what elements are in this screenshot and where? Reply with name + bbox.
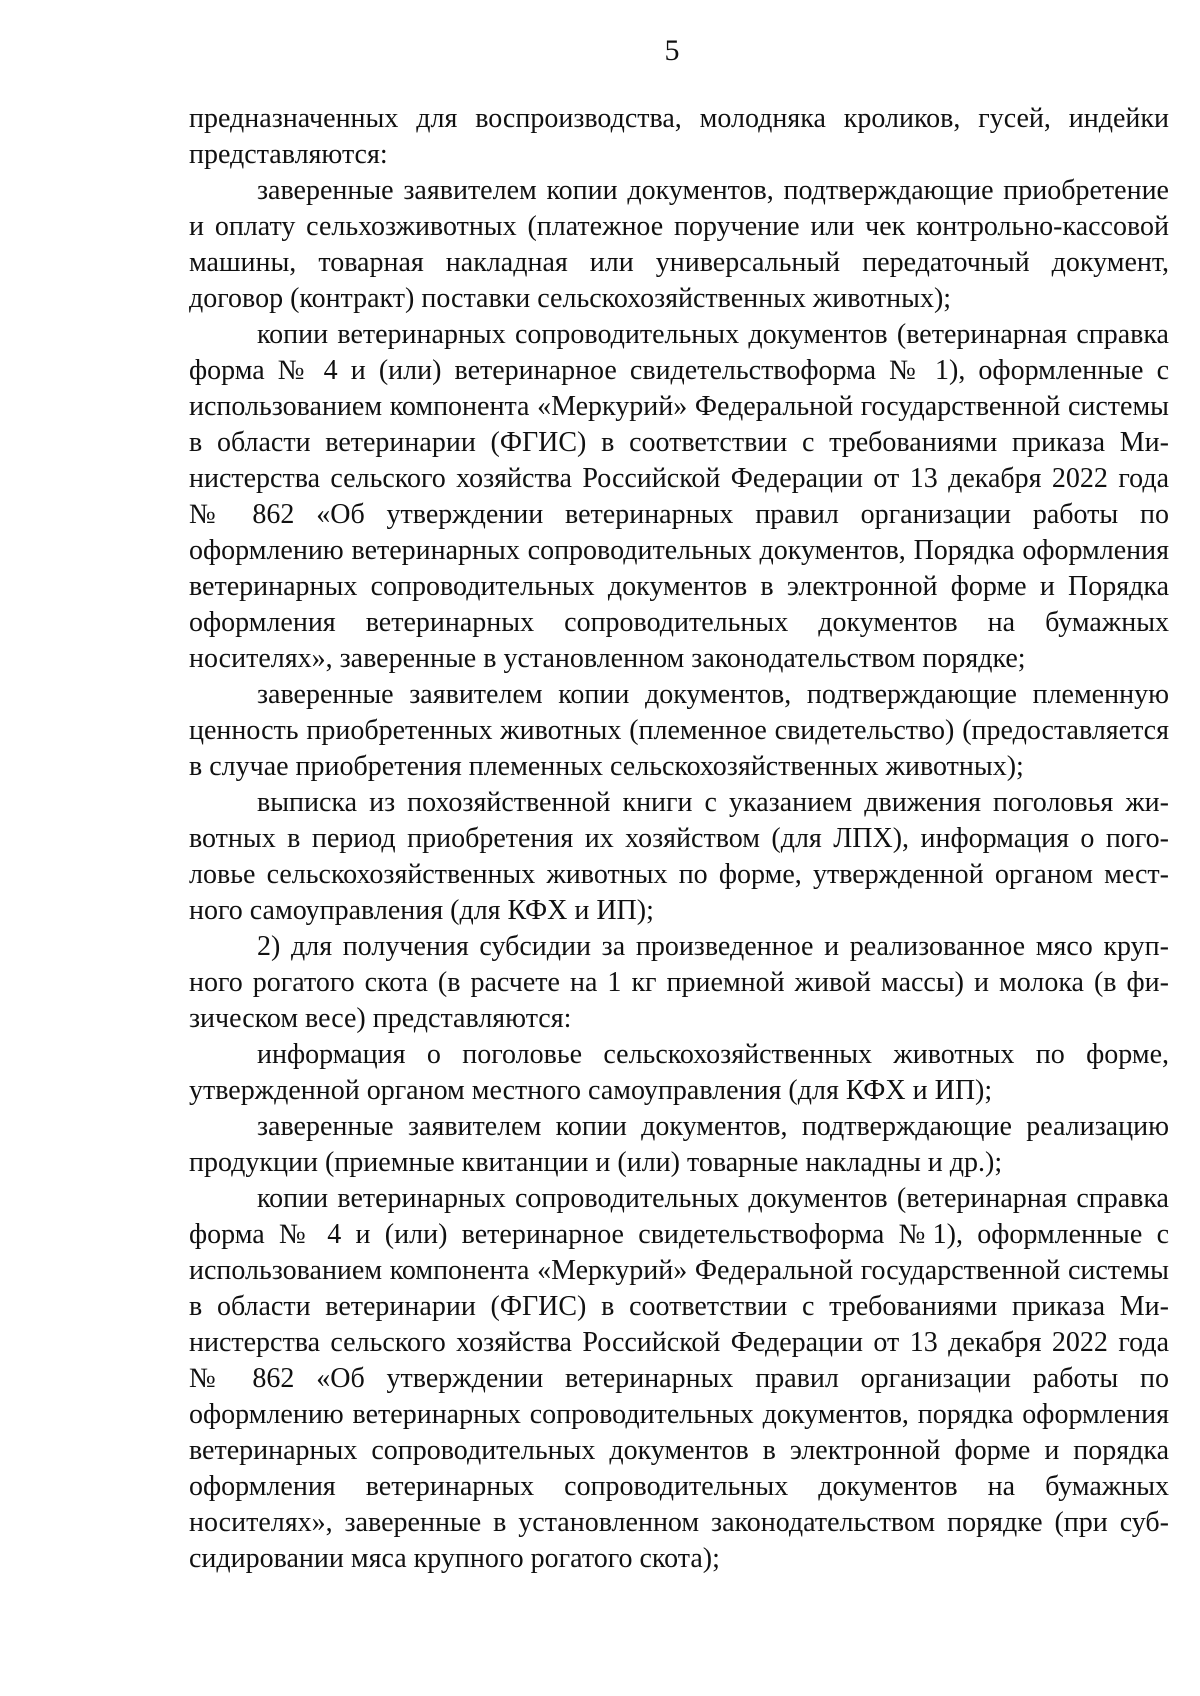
paragraph-purchase-documents: заверенные заявителем копии документов, подтверждающие приобретение и оплату сельхозживотных (платежное поручение или чек контрольно-кассовой машины, товарная накладная или универсальный передаточный документ, договор (контракт) поставки сельскохозяйственных животных); [189, 175, 1169, 314]
paragraph-continuation: предназначенных для воспроизводства, молодняка кроликов, гусей, индейки представляются: [189, 103, 1169, 170]
paragraph-breeding-value: заверенные заявителем копии документов, подтверждающие племенную ценность приобретенных животных (племенное свидетельство) (предоставляется в случае приобретения племенных сельскохозяйственных животных); [189, 679, 1169, 782]
paragraph-veterinary-documents-meat: копии ветеринарных сопроводительных документов (ветеринарная справка форма № 4 и (или) ветеринарное свидетельствоформа №1), оформленные с использованием компонента «Меркурий» Федеральной государственной системы в области ветеринарии (ФГИС) в соответствии с требованиями приказа Министерства сельского хозяйства Российской Федерации от 13 декабря 2022 года № 862 «Об утверждении ветеринарных правил организации работы по оформлению ветеринарных сопроводительных документов, порядка оформления ветеринарных сопроводительных документов в электронной форме и порядка оформления ветеринарных сопроводительных документов на бумажных носителях», заверенные в установленном законодательством порядке (при субсидировании мяса крупного рогатого скота); [189, 1183, 1169, 1574]
paragraph-meat-milk-subsidy: 2) для получения субсидии за произведенное и реализованное мясо крупного рогатого скота (в расчете на 1 кг приемной живой массы) и молока (в физическом весе) представляются: [189, 931, 1169, 1034]
paragraph-livestock-info: информация о поголовье сельскохозяйственных животных по форме, утвержденной органом местного самоуправления (для КФХ и ИП); [189, 1039, 1169, 1106]
paragraph-veterinary-documents: копии ветеринарных сопроводительных документов (ветеринарная справка форма № 4 и (или) ветеринарное свидетельствоформа № 1), оформленные с использованием компонента «Меркурий» Федеральной государственной системы в области ветеринарии (ФГИС) в соответствии с требованиями приказа Министерства сельского хозяйства Российской Федерации от 13 декабря 2022 года № 862 «Об утверждении ветеринарных правил организации работы по оформлению ветеринарных сопроводительных документов, Порядка оформления ветеринарных сопроводительных документов в электронной форме и Порядка оформления ветеринарных сопроводительных документов на бумажных носителях», заверенные в установленном законодательством порядке; [189, 319, 1169, 674]
paragraph-sales-documents: заверенные заявителем копии документов, подтверждающие реализацию продукции (приемные квитанции и (или) товарные накладны и др.); [189, 1111, 1169, 1178]
document-body [189, 101, 1169, 1577]
paragraph-household-book: выписка из похозяйственной книги с указанием движения поголовья животных в период приобретения их хозяйством (для ЛПХ), информация о поголовье сельскохозяйственных животных по форме, утвержденной органом местного самоуправления (для КФХ и ИП); [189, 787, 1169, 926]
page-number: 5 [664, 34, 680, 67]
